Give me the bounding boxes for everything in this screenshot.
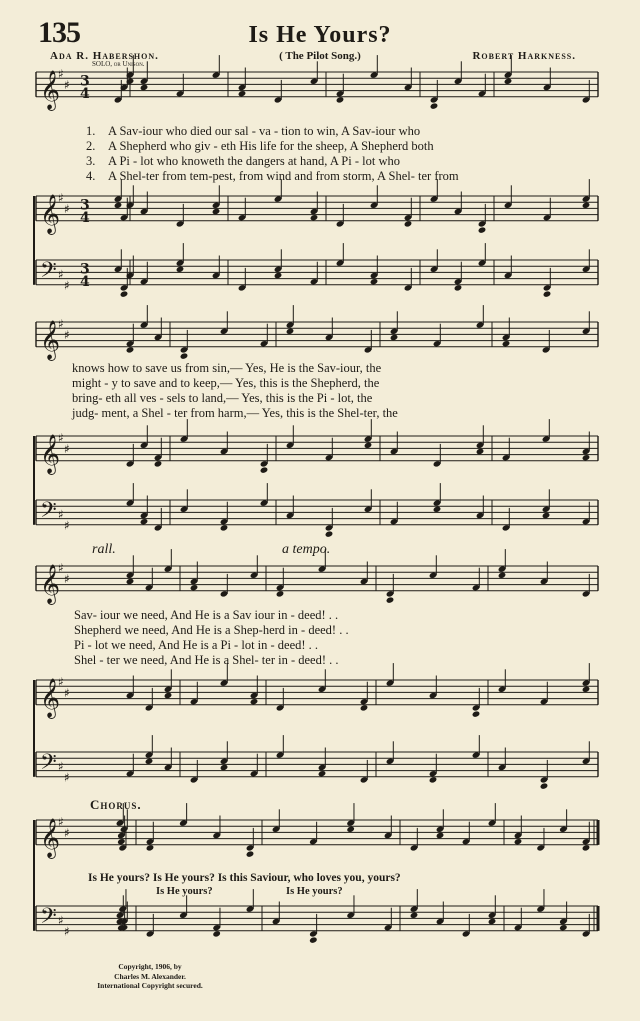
treble-clef-icon: 𝄞 [40,677,61,718]
note-head [146,844,155,851]
verse-line: Shel - ter we need, And He is a Shel- ter in - deed! . . [74,653,339,667]
verse-line: bring- eth all ves - sels to land,— Yes, this is the Pi - lot, the [72,391,373,405]
note-head [145,758,154,765]
bass-clef-icon: 𝄢 [40,903,57,934]
copyright-line: Charles M. Alexander. [114,971,186,981]
note-head [404,220,413,227]
copyright-line: International Copyright secured. [97,981,203,990]
note-head [212,930,221,937]
note-head [120,290,129,297]
note-head [114,202,123,209]
note-head [360,704,369,711]
note-head [220,764,229,771]
sharp-icon: ♯ [64,924,70,939]
sharp-icon: ♯ [58,913,64,928]
verse-line: A Shel-ter from tem-pest, from wind and from storm, A Shel- ter from [108,169,459,183]
verse-line: Shepherd we need, And He is a Shep-herd in - deed! . . [74,623,349,637]
note-head [370,278,379,285]
chorus-echo-lyric: Is He yours? [286,886,343,897]
sharp-icon: ♯ [64,770,70,785]
note-head [126,578,135,585]
treble-clef-icon: 𝄞 [40,193,61,234]
sharp-icon: ♯ [58,507,64,522]
time-signature-top: 3 [80,197,90,214]
note-head [176,266,185,273]
sharp-icon: ♯ [64,518,70,533]
note-head [543,290,552,297]
chorus-echo-lyric: Is He yours? [156,886,213,897]
note-head [430,102,439,109]
note-head [260,466,269,473]
note-head [180,352,189,359]
bass-clef-icon: 𝄢 [40,257,57,288]
sharp-icon: ♯ [58,815,64,829]
treble-clef-icon: 𝄞 [40,817,61,858]
note-head [502,340,511,347]
note-head [514,838,523,845]
note-head [310,214,319,221]
time-signature-bottom: 4 [80,209,90,226]
verse-line: judg- ment, a Shel - ter from harm,— Yes, this is the Shel-ter, the [72,406,398,420]
note-head [436,832,445,839]
note-head [390,334,399,341]
verse-line: A Sav-iour who died our sal - va - tion to win, A Sav-iour who [108,124,421,138]
time-signature-top: 3 [80,261,90,278]
time-signature-bottom: 4 [80,273,90,290]
note-head [238,90,247,97]
note-head [386,596,395,603]
note-head [429,776,438,783]
note-head [410,912,419,919]
note-head [504,78,513,85]
verse-line: knows how to save us from sin,— Yes, He is the Sav-iour, the [72,361,382,375]
note-head [498,572,507,579]
note-head [276,590,285,597]
sharp-icon: ♯ [58,431,64,445]
note-head [472,710,481,717]
note-head [582,686,591,693]
sharp-icon: ♯ [58,675,64,689]
sharp-icon: ♯ [64,327,70,342]
note-head [346,826,355,833]
chorus-lyric: Is He yours? Is He yours? Is this Saviour, who loves you, yours? [88,872,401,884]
sharp-icon: ♯ [64,441,70,456]
sharp-icon: ♯ [64,278,70,293]
sharp-icon: ♯ [58,759,64,774]
sharp-icon: ♯ [58,267,64,282]
note-head [220,524,229,531]
note-head [325,530,334,537]
note-head [140,518,149,525]
treble-clef-icon: 𝄞 [40,319,61,360]
verse-line: A Shepherd who giv - eth His life for the sheep, A Shepherd both [108,139,434,153]
note-head [212,208,221,215]
note-head [164,692,173,699]
note-head [478,226,487,233]
note-head [582,202,591,209]
performance-note: SOLO, or Unison. [92,60,145,68]
note-head [309,936,318,943]
note-head [140,84,149,91]
note-head [476,448,485,455]
note-head [154,460,163,467]
treble-clef-icon: 𝄞 [40,563,61,604]
note-head [433,506,442,513]
note-head [540,782,549,789]
sharp-icon: ♯ [64,77,70,92]
note-head [336,96,345,103]
note-head [117,838,126,845]
sharp-icon: ♯ [58,191,64,205]
note-head [250,698,259,705]
verse-number: 4. [86,169,96,183]
verse-line: A Pi - lot who knoweth the dangers at hand, A Pi - lot who [108,154,400,168]
note-head [286,328,295,335]
copyright-notice [90,962,210,991]
time-signature-top: 3 [80,73,90,90]
copyright-line: Copyright, 1906, by [118,962,182,971]
treble-clef-icon: 𝄞 [40,69,61,110]
verse-line: Sav- iour we need, And He is a Sav iour in - deed! . . [74,608,339,622]
a-tempo-marking: a tempo. [282,542,331,557]
sharp-icon: ♯ [64,571,70,586]
bass-clef-icon: 𝄢 [40,497,57,528]
verse-number: 2. [86,139,96,153]
sharp-icon: ♯ [58,67,64,81]
sharp-icon: ♯ [64,201,70,216]
note-head [246,850,255,857]
sharp-icon: ♯ [64,685,70,700]
sharp-icon: ♯ [58,317,64,331]
sharp-icon: ♯ [58,561,64,575]
note-head [559,924,568,931]
sharp-icon: ♯ [64,825,70,840]
hymn-number: 135 [38,16,80,49]
note-head [542,512,551,519]
note-head [318,770,327,777]
lyricist-credit: Ada R. Habershon. [50,50,159,62]
verse-line: Pi - lot we need, And He is a Pi - lot in - deed! . . [74,638,319,652]
bass-clef-icon: 𝄢 [40,749,57,780]
verse-number: 3. [86,154,96,168]
note-head [488,918,497,925]
chorus-label: Chorus. [90,797,142,812]
note-head [126,346,135,353]
verse-number: 1. [86,124,96,138]
verse-line: might - y to save and to keep,— Yes, this is the Shepherd, the [72,376,380,390]
note-head [582,844,591,851]
note-head [364,442,373,449]
note-head [190,584,199,591]
time-signature-bottom: 4 [80,85,90,102]
hymn-subtitle: ( The Pilot Song.) [279,50,361,62]
note-head [454,284,463,291]
hymn-title: Is He Yours? [248,22,392,48]
note-head [274,272,283,279]
composer-credit: Robert Harkness. [472,50,576,62]
note-head [582,454,591,461]
treble-clef-icon: 𝄞 [40,433,61,474]
rall-marking: rall. [92,542,116,557]
